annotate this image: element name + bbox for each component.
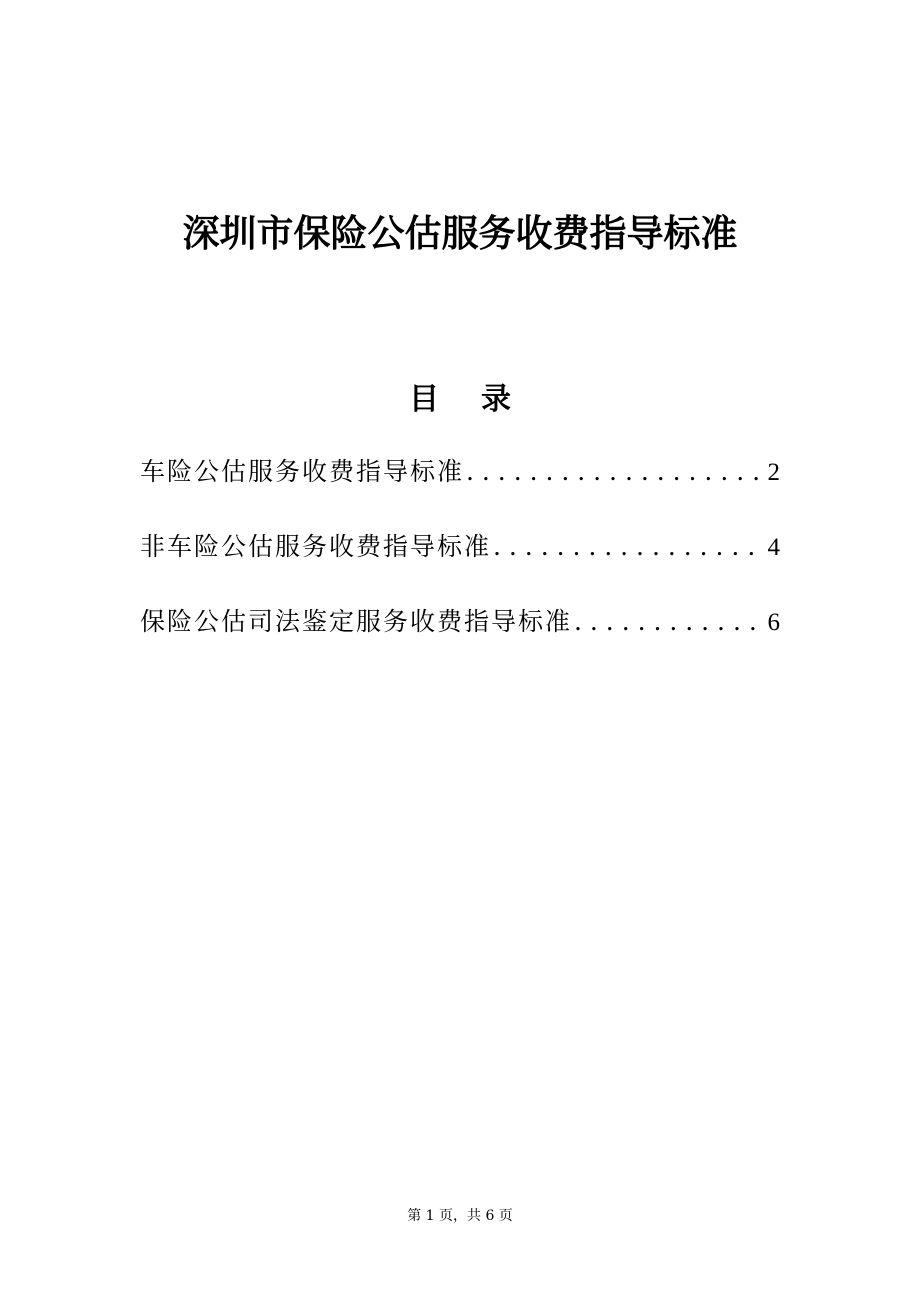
toc-entry-vehicle[interactable] bbox=[140, 452, 780, 492]
toc-entry-page-number: 6 bbox=[767, 609, 780, 636]
toc-entry-label: 车险公估服务收费指导标准 bbox=[140, 457, 465, 486]
toc-leader-dots bbox=[493, 527, 763, 567]
toc-heading bbox=[0, 378, 920, 422]
toc-entry-page-number: 4 bbox=[767, 534, 780, 561]
page-footer: 第 1 页，共 6 页 bbox=[407, 1208, 513, 1224]
toc-entry-judicial-appraisal[interactable] bbox=[140, 602, 780, 642]
toc-leader-dots bbox=[574, 602, 763, 642]
toc-entry-label: 保险公估司法鉴定服务收费指导标准 bbox=[140, 607, 573, 636]
toc-leader-dots bbox=[466, 452, 763, 492]
toc-heading-char-1: 目 bbox=[409, 382, 439, 417]
toc-entry-non-vehicle[interactable] bbox=[140, 527, 780, 567]
toc-entry-label: 非车险公估服务收费指导标准 bbox=[140, 532, 492, 561]
toc-heading-char-2: 录 bbox=[481, 382, 511, 417]
toc-entry-page-number: 2 bbox=[767, 459, 780, 486]
document-title: 深圳市保险公估服务收费指导标准 bbox=[182, 211, 738, 255]
toc-list bbox=[140, 452, 780, 677]
